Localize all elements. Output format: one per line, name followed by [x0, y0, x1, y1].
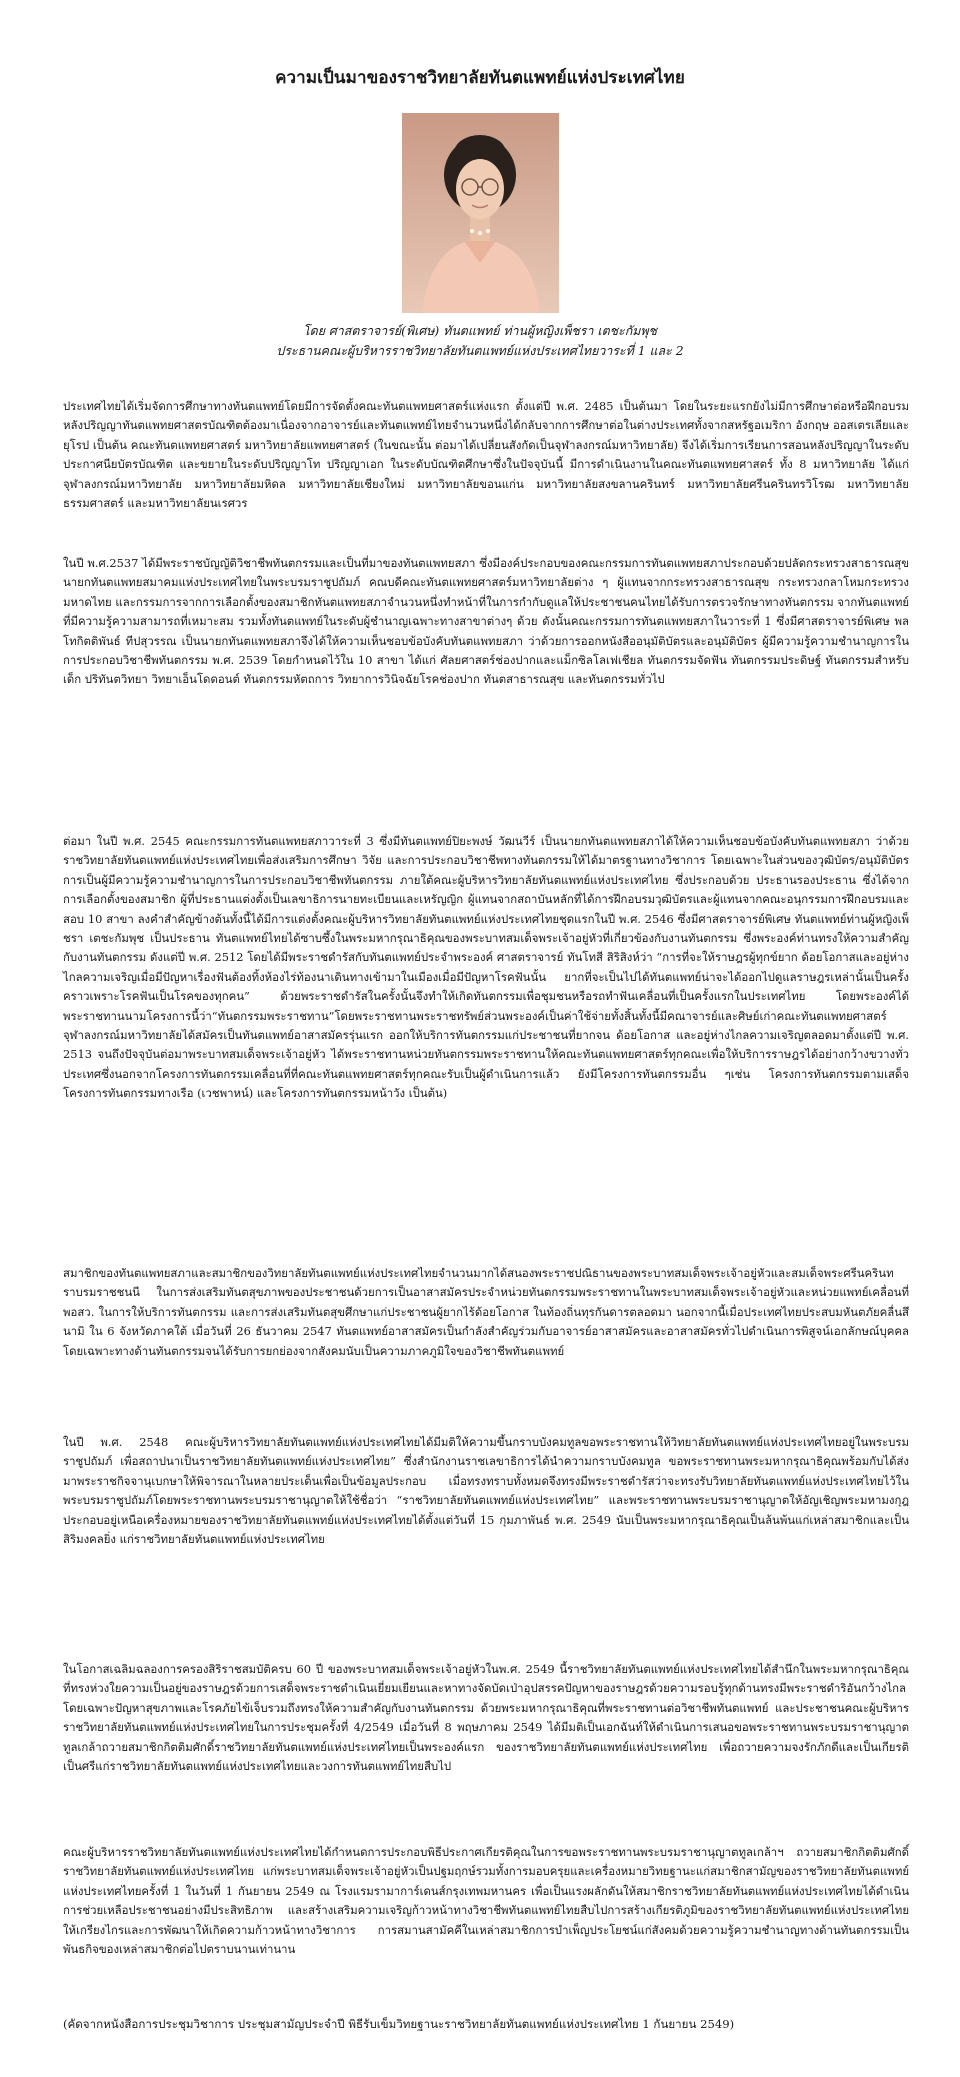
paragraph-60th-anniversary: ในโอกาสเฉลิมฉลองการครองสิริราชสมบัติครบ 60 ปี ของพระบาทสมเด็จพระเจ้าอยู่หัวในพ.ศ. 2549 นี้ราชวิทยาลัยทันตแพทย์แห่งประเทศไทยได้สำนึกในพระมหากรุณาธิคุณที่ทรงห่วงใยความเป็นอยู่ของราษฎรด้วยการเสด็จพระราชดำเนินเยี่ยมเยียนและหาทางจัดบัดเป่าอุปสรรคปัญหาของราษฎรด้วยความรอบรู้ทุกด้านทรงมีพระราชดำริอันกว้างไกลโดยเฉพาะปัญหาสุขภาพและโรคภัยไข้เจ็บรวมถึงทรงให้ความสำคัญกับงานทันตกรรม ด้วยพระมหากรุณาธิคุณที่พระราชทานต่อวิชาชีพทันตแพทย์ และประชาชนคณะผู้บริหารราชวิทยาลัยทันตแพทย์แห่งประเทศไทยในการประชุมครั้งที่ 4/2549 เมื่อวันที่ 8 พฤษภาคม 2549 ได้มีมติเป็นเอกฉันท์ให้ดำเนินการเสนอขอพระราชทานพระบรมราชานุญาตทูลเกล้าถวายสมาชิกกิตติมศักดิ์ราชวิทยาลัยทันตแพทย์แห่งประเทศไทยเป็นพระองค์แรก ของราชวิทยาลัยทันตแพทย์แห่งประเทศไทย เพื่อถวายความจงรักภักดีและเป็นเกียรติเป็นศรีแก่ราชวิทยาลัยทันตแพทย์แห่งประเทศไทยและวงการทันตแพทย์ไทยสืบไป [63, 1662, 909, 1774]
page-title: ความเป็นมาของราชวิทยาลัยทันตแพทย์แห่งประเทศไทย [275, 68, 685, 88]
portrait-illustration [402, 113, 559, 313]
paragraph-history-education: ประเทศไทยได้เริ่มจัดการศึกษาทางทันตแพทย์โดยมีการจัดตั้งคณะทันตแพทยศาสตร์แห่งแรก ตั้งแต่ปี พ.ศ. 2485 เป็นต้นมา โดยในระยะแรกยังไม่มีการศึกษาต่อหรือฝึกอบรมหลังปริญญาทันตแพทยศาสตรบัณฑิตต้องมาเนื่องจากอาจารย์และทันตแพทย์ไทยจำนวนหนึ่งได้กลับจากการศึกษาต่อในต่างประเทศทั้งจากสหรัฐอเมริกา อังกฤษ ออสเตรเลียและยุโรป เป็นต้น คณะทันตแพทยศาสตร์ มหาวิทยาลัยแพทยศาสตร์ (ในขณะนั้น ต่อมาได้เปลี่ยนสังกัดเป็นจุฬาลงกรณ์มหาวิทยาลัย) จึงได้เริ่มการเรียนการสอนหลังปริญญาในระดับประกาศนียบัตรบัณฑิต และขยายในระดับปริญญาโท ปริญญาเอก ในระดับบัณฑิตศึกษาซึ่งในปัจจุบันนี้ มีการดำเนินงานในคณะทันตแพทยศาสตร์ ทั้ง 8 มหาวิทยาลัย ได้แก่จุฬาลงกรณ์มหาวิทยาลัย มหาวิทยาลัยมหิดล มหาวิทยาลัยเชียงใหม่ มหาวิทยาลัยขอนแก่น มหาวิทยาลัยสงขลานครินทร์ มหาวิทยาลัยศรีนครินทรวิโรฒ มหาวิทยาลัยธรรมศาสตร์ และมหาวิทยาลัยนเรศวร [63, 399, 909, 511]
paragraph-volunteer-service: สมาชิกของทันตแพทยสภาและสมาชิกของวิทยาลัยทันตแพทย์แห่งประเทศไทยจำนวนมากได้สนองพระราชปณิธานของพระบาทสมเด็จพระเจ้าอยู่หัวและสมเด็จพระศรีนครินทราบรมราชชนนี ในการส่งเสริมทันตสุขภาพของประชาชนด้วยการเป็นอาสาสมัครประจำหน่วยทันตกรรมพระราชทานในพระบาทสมเด็จพระเจ้าอยู่หัวและหน่วยแพทย์เคลื่อนที่ พอสว. ในการให้บริการทันตกรรม และการส่งเสริมทันตสุขศึกษาแก่ประชาชนผู้ยากไร้ด้อยโอกาส ในท้องถิ่นทุรกันดารตลอดมา นอกจากนี้เมื่อประเทศไทยประสบมหันตภัยคลื่นสึนามิ ใน 6 จังหวัดภาคใต้ เมื่อวันที่ 26 ธันวาคม 2547 ทันตแพทย์อาสาสมัครเป็นกำลังสำคัญร่วมกับอาจารย์อาสาสมัครและอาสาสมัครทั่วไปดำเนินการพิสูจน์เอกลักษณ์บุคคลโดยเฉพาะทางด้านทันตกรรมจนได้รับการยกย่องจากสังคมนับเป็นความภาคภูมิใจของวิชาชีพทันตแพทย์ [63, 1266, 909, 1358]
portrait-photo-icon [402, 113, 559, 313]
paragraph-royal-patronage: ในปี พ.ศ. 2548 คณะผู้บริหารวิทยาลัยทันตแพทย์แห่งประเทศไทยได้มีมติให้ความขึ้นกราบบังคมทูลขอพระราชทานให้วิทยาลัยทันตแพทย์แห่งประเทศไทยอยู่ในพระบรมราชูปถัมภ์ เพื่อสถาปนาเป็นราชวิทยาลัยทันตแพทย์แห่งประเทศไทย” ซึ่งสำนักงานราชเลขาธิการได้นำความกราบบังคมทูล ขอพระราชทานพระมหากรุณาธิคุณพร้อมกับได้ส่งมาพระราชกิจจานุเบกษาให้พิจารณาในหลายประเด็นเพื่อเป็นข้อมูลประกอบ เมื่อทรงทราบทั้งหมดจึงทรงมีพระราชดำรัสว่าจะทรงรับวิทยาลัยทันตแพทย์แห่งประเทศไทยไว้ในพระบรมราชูปถัมภ์โดยพระราชทานพระบรมราชานุญาตให้ใช้ชื่อว่า “ราชวิทยาลัยทันตแพทย์แห่งประเทศไทย” และพระราชทานพระบรมราชานุญาตให้อัญเชิญพระมหามงกุฎประกอบอยู่เหนือเครื่องหมายของราชวิทยาลัยทันตแพทย์แห่งประเทศไทยได้ตั้งแต่วันที่ 15 กุมภาพันธ์ พ.ศ. 2549 นับเป็นพระมหากรุณาธิคุณเป็นล้นพ้นแก่เหล่าสมาชิกและเป็นสิริมงคลยิ่ง แก่ราชวิทยาลัยทันตแพทย์แห่งประเทศไทย [63, 1435, 909, 1547]
paragraph-college-founding: ต่อมา ในปี พ.ศ. 2545 คณะกรรมการทันตแพทยสภาวาระที่ 3 ซึ่งมีทันตแพทย์ปิยะพงษ์ วัฒนวีร์ เป็นนายกทันตแพทยสภาได้ให้ความเห็นชอบข้อบังคับทันตแพทยสภา ว่าด้วยราชวิทยาลัยทันตแพทย์แห่งประเทศไทยเพื่อส่งเสริมการศึกษา วิจัย และการประกอบวิชาชีพทางทันตกรรมให้ได้มาตรฐานทางวิชาการ โดยเฉพาะในส่วนของวุฒิบัตร/อนุมัติบัตรการเป็นผู้มีความรู้ความชำนาญการในการประกอบวิชาชีพทันตกรรม ภายใต้คณะผู้บริหารวิทยาลัยทันตแพทย์แห่งประเทศไทย ซึ่งประกอบด้วย ประธานรองประธาน ซึ่งได้จากการเลือกตั้งของสมาชิก ผู้ที่ประธานแต่งตั้งเป็นเลขาธิการนายทะเบียนและเหรัญญิก ผู้แทนจากสถาบันหลักที่ได้การฝึกอบรมวุฒิบัตรและผู้แทนจากคณะอนุกรรมการฝึกอบรมและสอบ 10 สาขา ลงคำสำคัญข้างต้นทั้งนี้ได้มีการแต่งตั้งคณะผู้บริหารวิทยาลัยทันตแพทย์แห่งประเทศไทยชุดแรกในปี พ.ศ. 2546 ซึ่งมีศาสตราจารย์พิเศษ ทันตแพทย์ท่านผู้หญิงเพ็ชรา เตชะกัมพุช เป็นประธาน ทันตแพทย์ไทยได้ซาบซึ้งในพระมหากรุณาธิคุณของพระบาทสมเด็จพระเจ้าอยู่หัวที่เกี่ยวข้องกับงานทันตกรรม ซึ่งพระองค์ท่านทรงให้ความสำคัญกับงานทันตกรรม ดังแต่ปี พ.ศ. 2512 โดยได้มีพระราชดำรัสกับทันตแพทย์ประจำพระองค์ ศาสตราจารย์ ทันโทสี สิริสิงห์ว่า “การที่จะให้ราษฎรผู้ทุกข์ยาก ด้อยโอกาสและอยู่ห่างไกลความเจริญเมื่อมีปัญหาเรื่องฟันต้องทิ้งห้องไร่ท้องนาเดินทางเข้ามาในเมืองเมื่อมีปัญหาโรคฟันนั้น ยากที่จะเป็นไปได้ทันตแพทย์น่าจะได้ออกไปดูแลราษฎรเหล่านั้นเป็นครั้งคราวเพราะโรคฟันเป็นโรคของทุกคน” ด้วยพระราชดำรัสในครั้งนั้นจึงทำให้เกิดทันตกรรมเพื่อชุมชนหรือรถทำฟันเคลื่อนที่เป็นครั้งแรกในประเทศไทย โดยพระองค์ได้พระราชทานนามโครงการนี้ว่า“ทันตกรรมพระราชทาน”โดยพระราชทานพระราชทรัพย์ส่วนพระองค์เป็นค่าใช้จ่ายทั้งสิ้นทั้งนี้มีคณาจารย์และศิษย์เก่าคณะทันตแพทยศาสตร์ จุฬาลงกรณ์มหาวิทยาลัยได้สมัครเป็นทันตแพทย์อาสาสมัครรุ่นแรก ออกให้บริการทันตกรรมแก่ประชาชนที่ยากจน ด้อยโอกาส และอยู่ห่างไกลความเจริญตลอดมาตั้งแต่ปี พ.ศ. 2513 จนถึงปัจจุบันต่อมาพระบาทสมเด็จพระเจ้าอยู่หัว ได้พระราชทานหน่วยทันตกรรมพระราชทานให้คณะทันตแพทยศาสตร์ทุกคณะเพื่อให้บริการราษฎรได้อย่างกว้างขวางทั่วประเทศซึ่งนอกจากโครงการทันตกรรมเคลื่อนที่ที่คณะทันตแพทยศาสตร์ทุกคณะรับเป็นผู้ดำเนินการแล้ว ยังมีโครงการทันตกรรมอื่น ๆเช่น โครงการทันตกรรมตามเสด็จ โครงการทันตกรรมทางเรือ (เวชพาหน์) และโครงการทันตกรรมหน้าวัง เป็นต้น) [63, 834, 909, 1101]
source-note: (คัดจากหนังสือการประชุมวิชาการ ประชุมสามัญประจำปี พิธีรับเข็มวิทยฐานะราชวิทยาลัยทันตแพทย์แห่งประเทศไทย 1 กันยายน 2549) [63, 2017, 735, 2031]
paragraph-ceremony: คณะผู้บริหารราชวิทยาลัยทันตแพทย์แห่งประเทศไทยได้กำหนดการประกอบพิธีประกาศเกียรติคุณในการขอพระราชทานพระบรมราชานุญาตทูลเกล้าฯ ถวายสมาชิกกิตติมศักดิ์ ราชวิทยาลัยทันตแพทย์แห่งประเทศไทย แก่พระบาทสมเด็จพระเจ้าอยู่หัวเป็นปฐมฤกษ์รวมทั้งการมอบครุยและเครื่องหมายวิทยฐานะแก่สมาชิกสามัญของราชวิทยาลัยทันตแพทย์แห่งประเทศไทยครั้งที่ 1 ในวันที่ 1 กันยายน 2549 ณ โรงแรมรามาการ์เดนส์กรุงเทพมหานคร เพื่อเป็นแรงผลักดันให้สมาชิกราชวิทยาลัยทันตแพทย์แห่งประเทศไทยได้ดำเนินการช่วยเหลือประชาชนอย่างมีประสิทธิภาพ และสร้างเสริมความเจริญก้าวหน้าทางวิชาชีพทันตแพทย์ไทยสืบไปการสร้างเกียรติภูมิของราชวิทยาลัยทันตแพทย์แห่งประเทศไทย ให้เกรียงไกรและการพัฒนาให้เกิดความก้าวหน้าทางวิชาการ การสมานสามัคคีในเหล่าสมาชิกการบำเพ็ญประโยชน์แก่สังคมด้วยความรู้ความชำนาญทางด้านทันตกรรมเป็นพันธกิจของเหล่าสมาชิกต่อไปตราบนานเท่านาน [63, 1845, 909, 1957]
portrait-caption-name: โดย ศาสตราจารย์(พิเศษ) ทันตแพทย์ ท่านผู้หญิงเพ็ชรา เตชะกัมพุช [303, 323, 657, 338]
portrait-caption-position: ประธานคณะผู้บริหารราชวิทยาลัยทันตแพทย์แห่งประเทศไทยวาระที่ 1 และ 2 [276, 343, 684, 358]
paragraph-dental-council: ในปี พ.ศ.2537 ได้มีพระราชบัญญัติวิชาชีพทันตกรรมและเป็นที่มาของทันตแพทยสภา ซึ่งมีองค์ประกอบของคณะกรรมการทันตแพทยสภาประกอบด้วยปลัดกระทรวงสาธารณสุข นายกทันตแพทยสมาคมแห่งประเทศไทยในพระบรมราชูปถัมภ์ คณบดีคณะทันตแพทยศาสตร์มหาวิทยาลัยต่าง ๆ ผู้แทนจากกระทรวงสาธารณสุข กระทรวงกลาโหมกระทรวงมหาดไทย และกรรมการจากการเลือกตั้งของสมาชิกทันตแพทยสภาจำนวนหนึ่งทำหน้าที่ในการกำกับดูแลให้ประชาชนคนไทยได้รับการตรวจรักษาทางทันตกรรม จากทันตแพทย์ที่มีความรู้ความสามารถที่เหมาะสม รวมทั้งทันตแพทย์ในระดับผู้ชำนาญเฉพาะทางสาขาต่างๆ ด้วย ดังนั้นคณะกรรมการทันตแพทยสภาในวาระที่ 1 ซึ่งมีศาสตราจารย์พิเศษ พลโทกิตติพันธ์ ทีปสุวรรณ เป็นนายกทันตแพทยสภาจึงได้ให้ความเห็นชอบข้อบังคับทันตแพทยสภา ว่าด้วยการออกหนังสืออนุมัติบัตรและอนุมัติบัตร ผู้มีความรู้ความชำนาญการในการประกอบวิชาชีพทันตกรรม พ.ศ. 2539 โดยกำหนดไว้ใน 10 สาขา ได้แก่ ศัลยศาสตร์ช่องปากและแม็กซิลโลเฟเชียล ทันตกรรมจัดฟัน ทันตกรรมประดิษฐ์ ทันตกรรมสำหรับเด็ก ปริทันตวิทยา วิทยาเอ็นโดดอนต์ ทันตกรรมหัตถการ วิทยาการวินิจฉัยโรคช่องปาก ทันตสาธารณสุข และทันตกรรมทั่วไป [63, 556, 909, 687]
